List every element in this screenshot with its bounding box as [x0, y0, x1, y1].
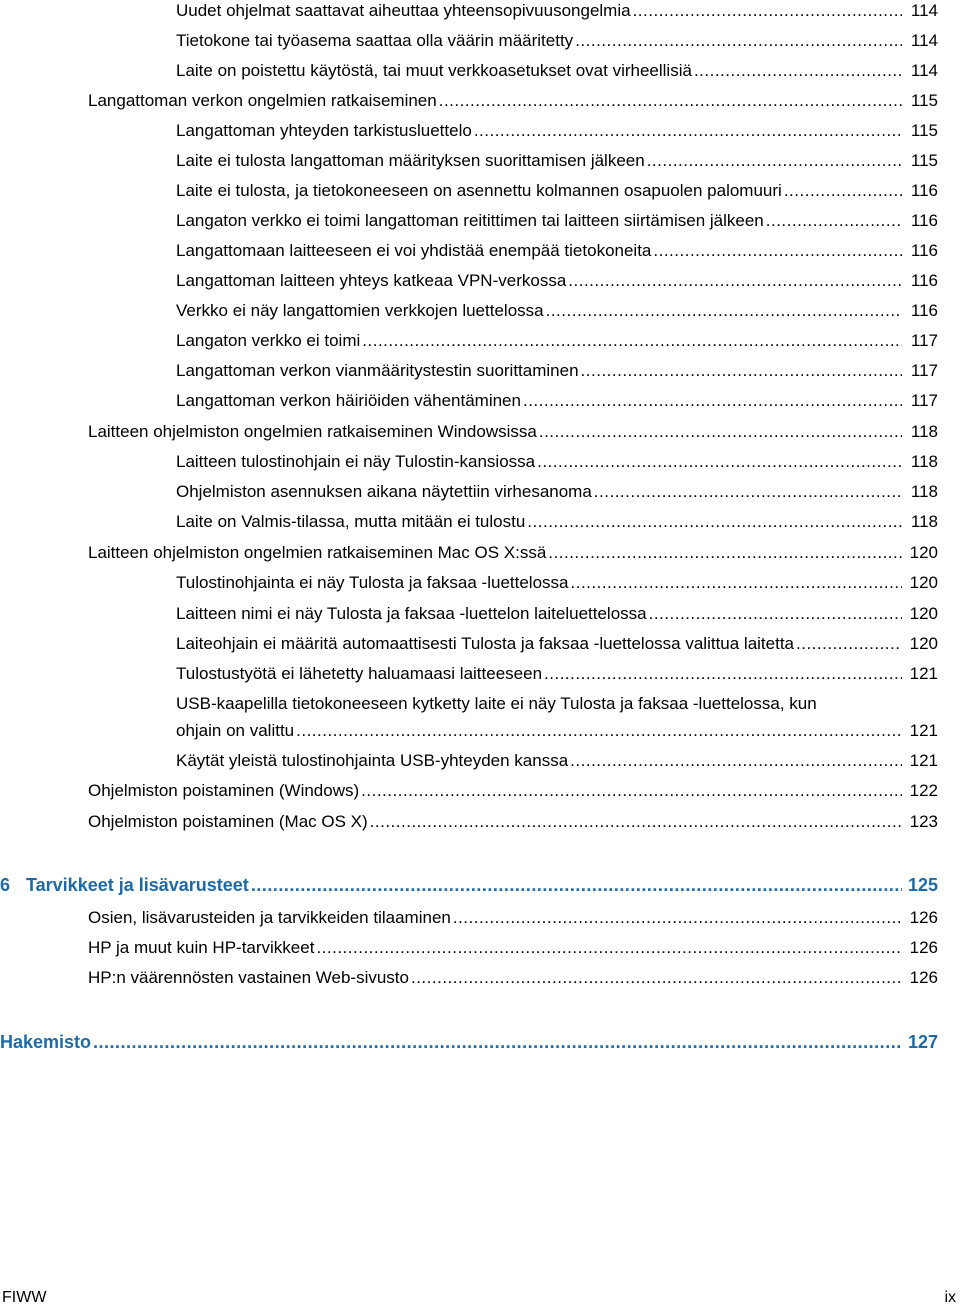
toc-entry-page: 115 — [910, 121, 938, 140]
toc-entry-title: Uudet ohjelmat saattavat aiheuttaa yhteensopivuusongelmia — [176, 1, 631, 20]
toc-section-title: HP ja muut kuin HP-tarvikkeet — [88, 938, 315, 957]
toc-entry[interactable] — [176, 0, 938, 22]
toc-entry[interactable] — [176, 390, 938, 412]
toc-entry-page: 121 — [909, 664, 938, 683]
toc-entry[interactable] — [176, 60, 938, 82]
toc-entry-title: Langattoman verkon häiriöiden vähentäminen — [176, 391, 521, 410]
toc-entry-page: 116 — [910, 271, 938, 290]
dot-leader — [93, 1031, 902, 1053]
toc-entry-page: 117 — [910, 331, 938, 350]
toc-entry-page: 120 — [909, 573, 938, 592]
dot-leader — [784, 180, 902, 202]
toc-entry[interactable] — [176, 603, 938, 625]
toc-entry[interactable] — [176, 150, 938, 172]
toc-entry-page: 117 — [910, 391, 938, 410]
toc-entry-page: 117 — [910, 361, 938, 380]
toc-entry[interactable] — [176, 572, 938, 594]
dot-leader — [361, 780, 902, 802]
toc-entry[interactable] — [176, 451, 938, 473]
dot-leader — [474, 120, 902, 142]
toc-chapter-page: 125 — [907, 875, 938, 895]
toc-chapter-title: Hakemisto — [0, 1032, 92, 1052]
toc-entry[interactable] — [176, 180, 938, 202]
toc-section[interactable] — [88, 811, 938, 833]
toc-entry-page: 120 — [909, 604, 938, 623]
toc-entry-page: 121 — [909, 721, 938, 740]
toc-entry[interactable] — [176, 360, 938, 382]
toc-entry-page: 114 — [910, 1, 938, 20]
toc-entry[interactable] — [176, 240, 938, 262]
dot-leader — [523, 390, 902, 412]
footer-page-number: ix — [944, 1289, 956, 1306]
toc-entry-page: 121 — [909, 751, 938, 770]
toc-entry-title: Langaton verkko ei toimi — [176, 331, 361, 350]
dot-leader — [251, 874, 902, 896]
toc-entry[interactable] — [176, 750, 938, 772]
dot-leader — [539, 421, 902, 443]
dot-leader — [766, 210, 902, 232]
chapter-number: 6 — [0, 875, 11, 895]
dot-leader — [370, 811, 902, 833]
toc-entry-page: 116 — [910, 211, 938, 230]
toc-section-page: 118 — [910, 422, 938, 441]
chapter-title-text: Tarvikkeet ja lisävarusteet — [26, 875, 249, 895]
toc-entry-page: 118 — [910, 452, 938, 471]
toc-entry-title: Langattoman yhteyden tarkistusluettelo — [176, 121, 472, 140]
toc-section-title: Laitteen ohjelmiston ongelmien ratkaiseminen Mac OS X:ssä — [88, 543, 547, 562]
dot-leader — [570, 750, 902, 772]
toc-entry-title: Käytät yleistä tulostinohjainta USB-yhteyden kanssa — [176, 751, 569, 770]
toc-chapter-title — [0, 874, 249, 896]
toc-section[interactable] — [88, 421, 938, 443]
dot-leader — [649, 603, 902, 625]
dot-leader — [796, 633, 902, 655]
toc-entry[interactable] — [176, 720, 938, 742]
toc-section-page: 126 — [909, 908, 938, 927]
toc-section-title: Ohjelmiston poistaminen (Windows) — [88, 781, 360, 800]
toc-entry-page: 118 — [910, 512, 938, 531]
toc-entry-first-line[interactable]: USB-kaapelilla tietokoneeseen kytketty laite ei näy Tulosta ja faksaa -luettelossa, kun — [176, 694, 817, 713]
dot-leader — [694, 60, 902, 82]
toc-chapter[interactable] — [0, 874, 938, 896]
dot-leader — [537, 451, 902, 473]
toc-entry-title: Ohjelmiston asennuksen aikana näytettiin virhesanoma — [176, 482, 592, 501]
toc-section-title: Langattoman verkon ongelmien ratkaiseminen — [88, 91, 437, 110]
dot-leader — [647, 150, 902, 172]
toc-entry-title: Langattoman verkon vianmääritystestin suorittaminen — [176, 361, 579, 380]
toc-entry-title: Langaton verkko ei toimi langattoman reitittimen tai laitteen siirtämisen jälkeen — [176, 211, 764, 230]
toc-entry-title: Langattomaan laitteeseen ei voi yhdistää enempää tietokoneita — [176, 241, 652, 260]
toc-entry-title: Laite ei tulosta langattoman määrityksen suorittamisen jälkeen — [176, 151, 645, 170]
toc-entry-title: Laite on poistettu käytöstä, tai muut verkkoasetukset ovat virheellisiä — [176, 61, 692, 80]
dot-leader — [316, 937, 902, 959]
toc-entry-page: 116 — [910, 181, 938, 200]
dot-leader — [575, 30, 902, 52]
toc-entry-title: Langattoman laitteen yhteys katkeaa VPN-verkossa — [176, 271, 567, 290]
toc-entry-title: Laite ei tulosta, ja tietokoneeseen on asennettu kolmannen osapuolen palomuuri — [176, 181, 782, 200]
dot-leader — [633, 0, 902, 22]
toc-entry-title: Laite on Valmis-tilassa, mutta mitään ei tulostu — [176, 512, 526, 531]
toc-section[interactable] — [88, 542, 938, 564]
dot-leader — [594, 481, 902, 503]
toc-entry-title: Verkko ei näy langattomien verkkojen luettelossa — [176, 301, 544, 320]
toc-section-page: 120 — [909, 543, 938, 562]
toc-chapter-page: 127 — [907, 1032, 938, 1052]
toc-entry[interactable] — [176, 481, 938, 503]
toc-section[interactable] — [88, 907, 938, 929]
toc-entry-page: 115 — [910, 151, 938, 170]
toc-entry-title: Laitteen nimi ei näy Tulosta ja faksaa -luettelon laiteluettelossa — [176, 604, 647, 623]
dot-leader — [581, 360, 902, 382]
toc-entry[interactable] — [176, 210, 938, 232]
toc-section-page: 122 — [909, 781, 938, 800]
toc-entry[interactable] — [176, 663, 938, 685]
toc-section-title: Ohjelmiston poistaminen (Mac OS X) — [88, 812, 368, 831]
toc-section[interactable] — [88, 967, 938, 989]
toc-entry-title: Tulostinohjainta ei näy Tulosta ja faksaa -luettelossa — [176, 573, 569, 592]
toc-entry-page: 116 — [910, 301, 938, 320]
dot-leader — [296, 720, 902, 742]
toc-section-title: Osien, lisävarusteiden ja tarvikkeiden tilaaminen — [88, 908, 451, 927]
toc-section[interactable] — [88, 90, 938, 112]
toc-section-page: 115 — [910, 91, 938, 110]
toc-entry-page: 120 — [909, 634, 938, 653]
toc-entry[interactable] — [176, 330, 938, 352]
toc-entry[interactable] — [176, 511, 938, 533]
toc-entry[interactable] — [176, 300, 938, 322]
dot-leader — [544, 663, 902, 685]
toc-entry-page: 116 — [910, 241, 938, 260]
toc-entry-title: Tietokone tai työasema saattaa olla väärin määritetty — [176, 31, 574, 50]
toc-entry-title: ohjain on valittu — [176, 721, 295, 740]
dot-leader — [527, 511, 902, 533]
toc-section-title: Laitteen ohjelmiston ongelmien ratkaiseminen Windowsissa — [88, 422, 537, 441]
toc-entry-page: 118 — [910, 482, 938, 501]
toc-entry[interactable] — [176, 120, 938, 142]
toc-section-page: 126 — [909, 968, 938, 987]
toc-entry-title: Tulostustyötä ei lähetetty haluamaasi laitteeseen — [176, 664, 543, 683]
toc-entry-title: Laitteen tulostinohjain ei näy Tulostin-kansiossa — [176, 452, 536, 471]
toc-section-page: 123 — [909, 812, 938, 831]
dot-leader — [362, 330, 902, 352]
toc-entry-page: 114 — [910, 61, 938, 80]
dot-leader — [653, 240, 902, 262]
dot-leader — [439, 90, 902, 112]
dot-leader — [546, 300, 902, 322]
dot-leader — [548, 542, 902, 564]
toc-section[interactable] — [88, 937, 938, 959]
toc-section-title: HP:n väärennösten vastainen Web-sivusto — [88, 968, 409, 987]
toc-chapter[interactable] — [0, 1031, 938, 1053]
toc-entry[interactable] — [176, 30, 938, 52]
footer-left: FIWW — [2, 1289, 47, 1306]
toc-entry-title: Laiteohjain ei määritä automaattisesti Tulosta ja faksaa -luettelossa valittua laitetta — [176, 634, 795, 653]
dot-leader — [453, 907, 902, 929]
toc-entry-page: 114 — [910, 31, 938, 50]
toc-section-page: 126 — [909, 938, 938, 957]
toc-entry[interactable] — [176, 633, 938, 655]
dot-leader — [568, 270, 902, 292]
dot-leader — [411, 967, 902, 989]
dot-leader — [571, 572, 903, 594]
toc-entry[interactable] — [176, 270, 938, 292]
toc-section[interactable] — [88, 780, 938, 802]
